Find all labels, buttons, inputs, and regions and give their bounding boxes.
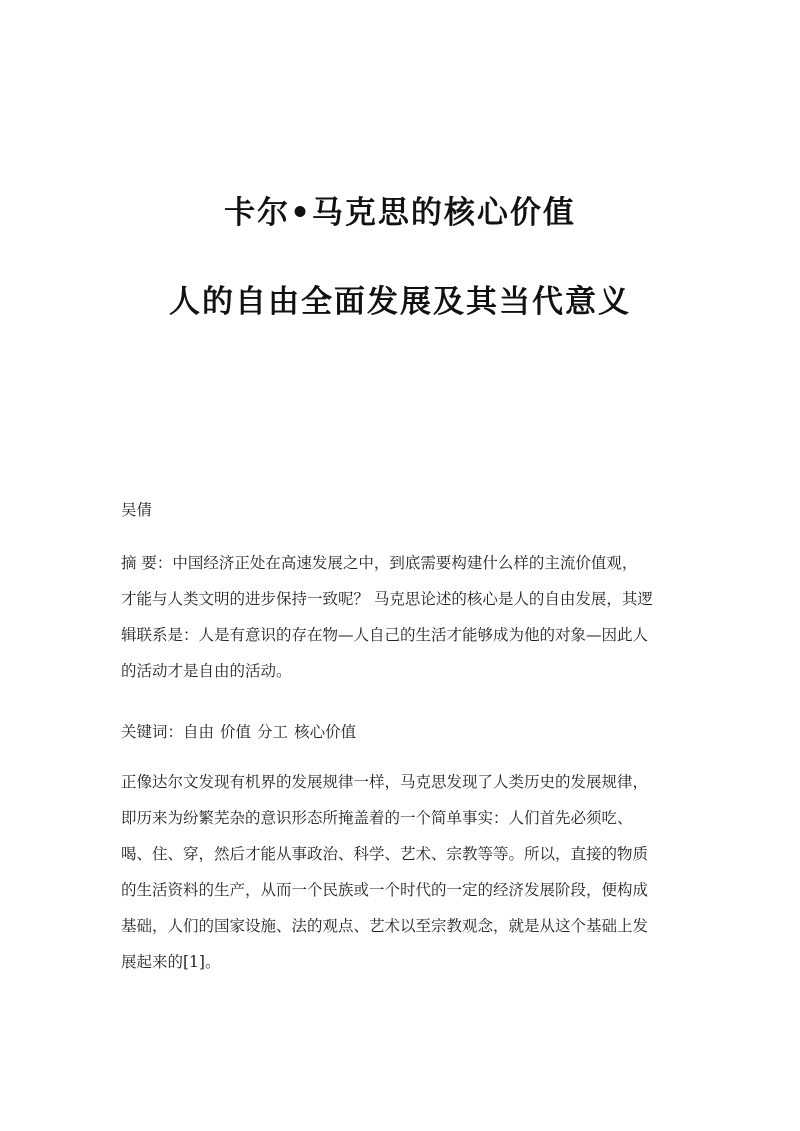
keyword-item: 自由 bbox=[183, 723, 215, 741]
paragraph-line: 展起来的[1]。 bbox=[121, 953, 221, 971]
paragraph-line: 即历来为纷繁芜杂的意识形态所掩盖着的一个简单事实：人们首先必须吃、 bbox=[121, 809, 633, 827]
keyword-item: 分工 bbox=[257, 723, 289, 741]
keywords-label: 关键词： bbox=[121, 723, 184, 741]
document-subtitle: 人的自由全面发展及其当代意义 bbox=[169, 284, 631, 320]
document-title: 卡尔•马克思的核心价值 bbox=[224, 195, 576, 231]
keywords bbox=[121, 721, 691, 743]
abstract-line: 的活动才是自由的活动。 bbox=[121, 662, 292, 680]
keyword-item: 价值 bbox=[220, 723, 252, 741]
paragraph-line: 正像达尔文发现有机界的发展规律一样，马克思发现了人类历史的发展规律， bbox=[121, 773, 649, 791]
keyword-item: 核心价值 bbox=[294, 723, 357, 741]
paragraph-line: 基础，人们的国家设施、法的观点、艺术以至宗教观念，就是从这个基础上发 bbox=[121, 917, 649, 935]
paragraph-line: 喝、住、穿，然后才能从事政治、科学、艺术、宗教等等。所以，直接的物质 bbox=[121, 845, 649, 863]
abstract-line: 辑联系是：人是有意识的存在物—人自己的生活才能够成为他的对象—因此人 bbox=[121, 626, 649, 644]
body-paragraph bbox=[121, 764, 691, 980]
abstract bbox=[121, 545, 691, 689]
paragraph-line: 的生活资料的生产，从而一个民族或一个时代的一定的经济发展阶段，便构成 bbox=[121, 881, 649, 899]
author-name: 吴倩 bbox=[121, 501, 153, 519]
abstract-line: 才能与人类文明的进步保持一致呢？ 马克思论述的核心是人的自由发展，其逻 bbox=[121, 590, 653, 608]
abstract-line: 摘 要：中国经济正处在高速发展之中，到底需要构建什么样的主流价值观， bbox=[121, 554, 638, 572]
